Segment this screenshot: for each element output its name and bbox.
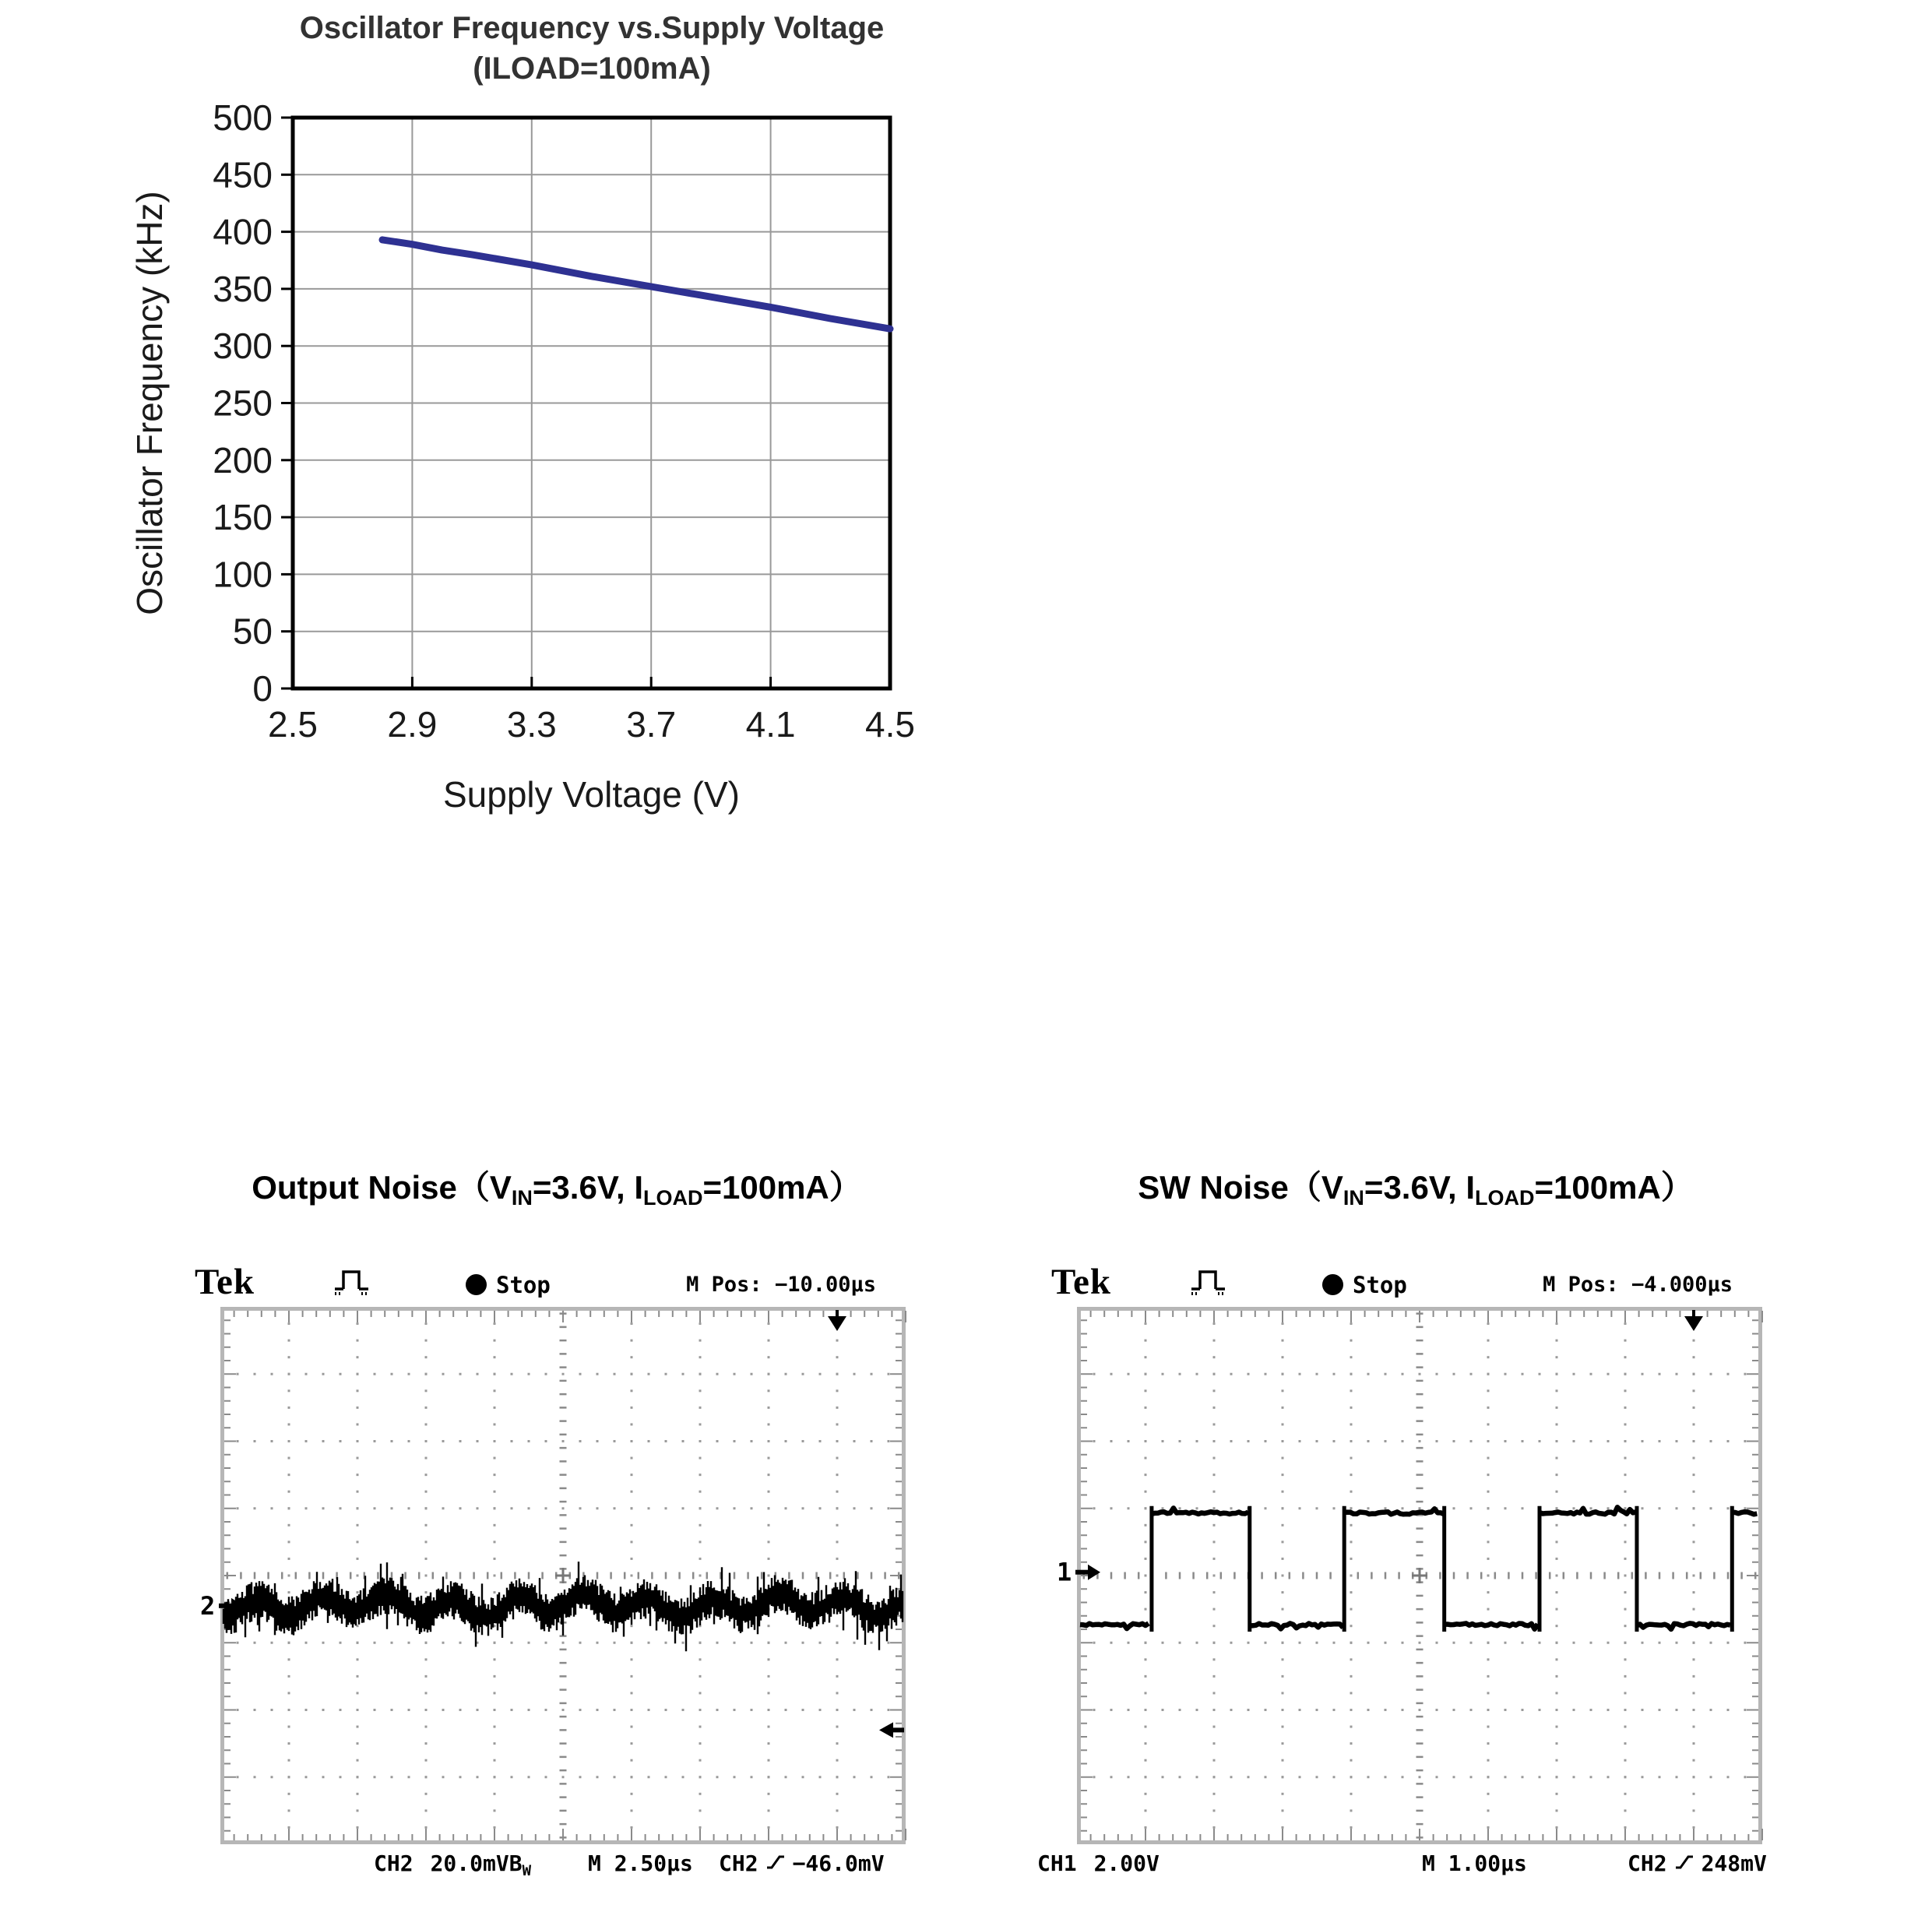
x-tick-label: 2.9: [387, 704, 438, 745]
scope2-title-mid: =3.6V, I: [1364, 1169, 1475, 1206]
mpos-marker-arrow: [828, 1310, 846, 1331]
scope-graticule: [1079, 1309, 1763, 1843]
scope2-title-iload-sub: LOAD: [1475, 1186, 1535, 1210]
volts-per-div: 2.00V: [1093, 1850, 1160, 1876]
rising-edge-icon: [1673, 1851, 1695, 1873]
y-tick-label: 200: [213, 439, 273, 481]
x-tick-label: 4.5: [865, 704, 915, 745]
plot-grid: [293, 118, 890, 688]
y-tick-label: 400: [213, 211, 273, 252]
channel-scale-readout: [1037, 1850, 1160, 1879]
scope1-title-mid: =3.6V, I: [532, 1169, 643, 1206]
trigger-waveform-icon: [331, 1264, 385, 1297]
timebase-readout: M 2.50µs: [588, 1850, 693, 1876]
scope1-title: [183, 1162, 931, 1210]
m-pos-readout: M Pos: −10.00µs: [686, 1273, 876, 1297]
scope1-title-vin-sub: IN: [511, 1186, 533, 1210]
acquisition-status: [1322, 1272, 1407, 1298]
y-tick-label: 50: [232, 611, 273, 652]
scope1-footer: [220, 1846, 913, 1886]
trigger-channel: CH2: [719, 1850, 758, 1876]
bandwidth-limit-label: B: [509, 1850, 523, 1876]
scope1-screen: [200, 1307, 906, 1844]
y-tick-label: 350: [213, 268, 273, 309]
scope2-header: [1043, 1256, 1762, 1305]
chart-title-line1: Oscillator Frequency vs.Supply Voltage: [299, 11, 885, 45]
trigger-level: 248mV: [1701, 1850, 1767, 1876]
trigger-level-arrow: [879, 1722, 904, 1738]
chart-title-line2: (ILOAD=100mA): [473, 51, 711, 86]
scope1-title-close-paren: ）: [829, 1169, 862, 1206]
x-tick-label: 4.1: [745, 704, 796, 745]
x-tick-label: 2.5: [268, 704, 318, 745]
trigger-readout: [1628, 1850, 1767, 1876]
oscillator-frequency-curve: [382, 240, 890, 329]
stop-icon: [466, 1274, 487, 1295]
y-tick-label: 500: [213, 97, 273, 138]
scope2-title-open-paren: （: [1288, 1169, 1321, 1206]
y-axis-title: Oscillator Frequency (kHz): [129, 191, 170, 615]
trigger-waveform-icon: [1188, 1264, 1242, 1297]
y-tick-label: 100: [213, 554, 273, 595]
scope2-title-vin-sub: IN: [1343, 1186, 1364, 1210]
scope1-header: [187, 1256, 906, 1305]
tek-logo: Tek: [1051, 1262, 1112, 1302]
y-tick-label: 250: [213, 382, 273, 424]
scope1-title-vin: V: [489, 1169, 512, 1206]
axis-tick-labels: [213, 97, 915, 745]
scope2-title: [1042, 1162, 1789, 1210]
channel-scale-readout: [374, 1850, 531, 1879]
x-axis-title: Supply Voltage (V): [442, 774, 741, 815]
tek-logo: Tek: [195, 1262, 255, 1302]
x-tick-label: 3.3: [506, 704, 557, 745]
scope2-title-vin: V: [1321, 1169, 1343, 1206]
scope1-title-tail: =100mA: [702, 1169, 829, 1206]
scope1-title-name: Output Noise: [252, 1169, 457, 1206]
stop-label: Stop: [496, 1272, 551, 1298]
scope2-title-close-paren: ）: [1660, 1169, 1694, 1206]
channel-label: CH2: [374, 1850, 413, 1876]
y-tick-label: 300: [213, 326, 273, 367]
rising-edge-icon: [765, 1851, 787, 1873]
scope2-screen: [1057, 1307, 1762, 1844]
trigger-level: −46.0mV: [792, 1850, 885, 1876]
x-tick-label: 3.7: [626, 704, 677, 745]
scope2-title-name: SW Noise: [1138, 1169, 1289, 1206]
bandwidth-limit-sub: W: [522, 1862, 532, 1879]
scope1-title-iload-sub: LOAD: [642, 1186, 703, 1210]
m-pos-readout: M Pos: −4.000µs: [1543, 1273, 1733, 1297]
timebase-readout: M 1.00µs: [1422, 1850, 1527, 1876]
scope-graticule: [223, 1309, 906, 1843]
chart-title: [234, 8, 950, 89]
oscillator-frequency-plot: [117, 78, 927, 818]
stop-label: Stop: [1353, 1272, 1407, 1298]
trigger-channel: CH2: [1628, 1850, 1667, 1876]
trigger-readout: [719, 1850, 885, 1876]
svg-text:2: 2: [200, 1590, 216, 1621]
channel-label: CH1: [1037, 1850, 1077, 1876]
scope2-footer: [1034, 1846, 1774, 1886]
scope1-title-open-paren: （: [456, 1169, 490, 1206]
y-tick-label: 0: [252, 668, 273, 709]
y-tick-label: 450: [213, 154, 273, 195]
acquisition-status: [466, 1272, 551, 1298]
mpos-marker-arrow: [1684, 1310, 1703, 1331]
y-tick-label: 150: [213, 497, 273, 538]
stop-icon: [1322, 1274, 1343, 1295]
scope2-title-tail: =100mA: [1534, 1169, 1661, 1206]
svg-text:1: 1: [1057, 1557, 1072, 1587]
volts-per-div: 20.0mV: [430, 1850, 509, 1876]
